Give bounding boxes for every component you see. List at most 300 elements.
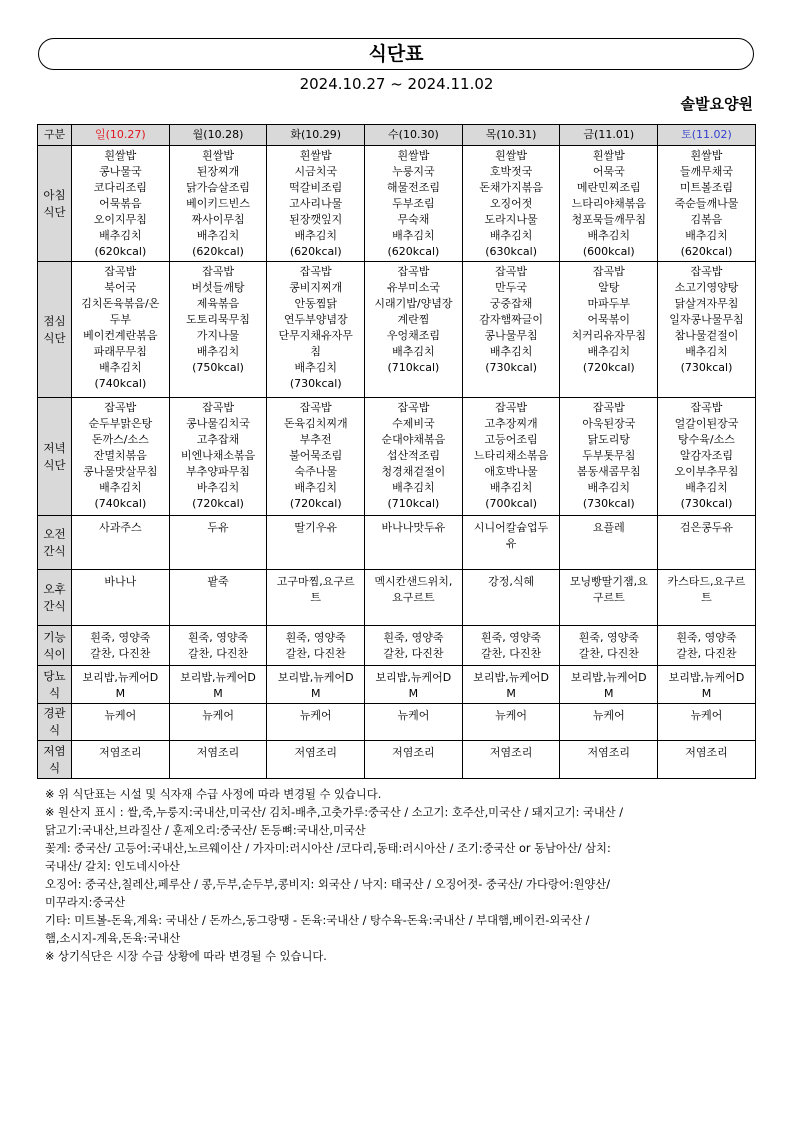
menu-cell bbox=[560, 516, 658, 570]
menu-item: 참나물겉절이 bbox=[674, 329, 739, 342]
menu-item: 흰쌀밥 bbox=[495, 149, 528, 162]
menu-item: 뉴케어 bbox=[495, 709, 528, 722]
menu-cell bbox=[560, 741, 658, 779]
menu-item: 닭살겨자무침 bbox=[674, 297, 739, 310]
menu-item: 갈찬, 다진찬 bbox=[578, 647, 639, 660]
menu-item: 잔멸치볶음 bbox=[93, 449, 147, 462]
menu-item: 만두국 bbox=[495, 281, 528, 294]
row-functional-diet bbox=[38, 626, 756, 666]
menu-item: 뉴케어 bbox=[592, 709, 625, 722]
menu-item: 잡곡밥 bbox=[104, 401, 137, 414]
menu-cell bbox=[169, 570, 267, 626]
note-line: 햄,소시지-계육,돈육:국내산 bbox=[45, 932, 181, 945]
menu-item: 흰쌀밥 bbox=[690, 149, 723, 162]
menu-item: 흰죽, 영양죽 bbox=[187, 631, 249, 644]
menu-item: 저염조리 bbox=[392, 746, 435, 759]
menu-item: 고등어조림 bbox=[484, 433, 538, 446]
menu-item: 요구르트 bbox=[392, 591, 435, 604]
menu-item: 탕수육/소스 bbox=[678, 433, 735, 446]
menu-item: 닭도리탕 bbox=[587, 433, 631, 446]
menu-item: 일자콩나물무침 bbox=[669, 313, 744, 326]
menu-item: 연두부양념장 bbox=[283, 313, 348, 326]
menu-cell bbox=[267, 666, 365, 704]
meal-plan-table bbox=[37, 124, 756, 779]
row-label-afternoon-snack bbox=[38, 570, 72, 626]
menu-cell bbox=[365, 741, 463, 779]
menu-item: 저염조리 bbox=[99, 746, 142, 759]
menu-item: 고구마찜,요구르 bbox=[276, 575, 355, 588]
menu-item: (720kcal) bbox=[192, 497, 244, 510]
menu-item: 보리밥,뉴케어D bbox=[375, 671, 452, 684]
menu-cell bbox=[72, 398, 170, 516]
menu-item: 배추김치 bbox=[587, 345, 631, 358]
notes-section bbox=[45, 786, 765, 966]
menu-item: 갈찬, 다진찬 bbox=[481, 647, 542, 660]
row-label-text: 식단 bbox=[43, 330, 66, 345]
menu-item: 궁중잡채 bbox=[489, 297, 533, 310]
menu-item: 호박젓국 bbox=[489, 165, 533, 178]
row-morning-snack bbox=[38, 516, 756, 570]
row-dinner bbox=[38, 398, 756, 516]
menu-item: 배추김치 bbox=[196, 229, 240, 242]
menu-item: 순두부맑은탕 bbox=[88, 417, 153, 430]
menu-cell bbox=[462, 666, 560, 704]
menu-item: 흰쌀밥 bbox=[397, 149, 430, 162]
menu-cell bbox=[462, 398, 560, 516]
row-label-text: 간식 bbox=[43, 543, 66, 558]
menu-cell bbox=[658, 398, 756, 516]
menu-item: 고추잡채 bbox=[196, 433, 240, 446]
menu-cell bbox=[169, 146, 267, 262]
menu-item: 멕시칸샌드위치, bbox=[374, 575, 453, 588]
menu-item: 오이부추무침 bbox=[674, 465, 739, 478]
menu-item: (620kcal) bbox=[289, 245, 342, 258]
menu-item: (720kcal) bbox=[582, 361, 635, 374]
row-tube-feeding bbox=[38, 704, 756, 741]
menu-item: 바추김치 bbox=[196, 481, 240, 494]
menu-item: 흰죽, 영양죽 bbox=[90, 631, 151, 644]
menu-item: 계란찜 bbox=[397, 313, 430, 326]
menu-cell bbox=[658, 626, 756, 666]
menu-cell bbox=[72, 262, 170, 398]
menu-item: 잡곡밥 bbox=[202, 401, 234, 414]
menu-item: 순대야채볶음 bbox=[381, 433, 446, 446]
menu-cell bbox=[462, 146, 560, 262]
note-line: 닭고기:국내산,브라질산 / 훈제오리:중국산/ 돈등뼈:국내산,미국산 bbox=[45, 824, 366, 837]
menu-item: M bbox=[604, 687, 614, 700]
menu-item: 흰죽, 영양죽 bbox=[285, 631, 346, 644]
menu-item: 검은콩두유 bbox=[679, 521, 734, 534]
menu-item: (620kcal) bbox=[680, 245, 733, 258]
row-label-text: 당뇨 bbox=[43, 668, 66, 683]
menu-item: 잡곡밥 bbox=[690, 401, 723, 414]
menu-item: 된장찌개 bbox=[196, 165, 240, 178]
menu-cell bbox=[560, 570, 658, 626]
menu-cell bbox=[72, 516, 170, 570]
menu-item: 트 bbox=[310, 591, 322, 604]
menu-item: 짜사이무침 bbox=[191, 213, 245, 226]
row-label-low-sodium bbox=[38, 741, 72, 779]
menu-cell bbox=[72, 570, 170, 626]
menu-item: 떡갈비조림 bbox=[289, 181, 343, 194]
row-diabetic-diet bbox=[38, 666, 756, 704]
menu-item: 뉴케어 bbox=[299, 709, 332, 722]
menu-cell bbox=[365, 626, 463, 666]
menu-item: 잡곡밥 bbox=[104, 265, 137, 278]
menu-item: 김치돈육볶음/온 bbox=[81, 297, 160, 310]
menu-cell bbox=[267, 741, 365, 779]
menu-item: 어묵국 bbox=[592, 165, 625, 178]
menu-item: 팥죽 bbox=[207, 575, 229, 588]
menu-cell bbox=[267, 398, 365, 516]
menu-item: 감자햄짜글이 bbox=[479, 313, 543, 326]
row-label-text: 기능 bbox=[43, 629, 66, 644]
menu-cell bbox=[169, 704, 267, 741]
menu-item: 돈채가지볶음 bbox=[479, 181, 543, 194]
menu-item: 북어국 bbox=[104, 281, 137, 294]
menu-item: 보리밥,뉴케어D bbox=[570, 671, 647, 684]
menu-item: 뉴케어 bbox=[202, 709, 234, 722]
menu-item: 고추장찌개 bbox=[484, 417, 538, 430]
menu-item: 콩나물맛살무침 bbox=[83, 465, 158, 478]
row-label-tube-feeding bbox=[38, 704, 72, 741]
menu-cell bbox=[462, 704, 560, 741]
menu-item: 치커리유자무침 bbox=[571, 329, 646, 342]
menu-cell bbox=[169, 516, 267, 570]
menu-item: 잡곡밥 bbox=[397, 401, 430, 414]
menu-cell bbox=[72, 666, 170, 704]
facility-name: 솔발요양원 bbox=[680, 95, 753, 113]
menu-cell bbox=[72, 626, 170, 666]
menu-item: 아욱된장국 bbox=[582, 417, 636, 430]
menu-item: 바나나 bbox=[104, 575, 137, 588]
menu-item: 갈찬, 다진찬 bbox=[90, 647, 151, 660]
note-line: ※ 원산지 표시 : 쌀,죽,누룽지:국내산,미국산/ 김치-배추,고춧가루:중국산 / 소고기: 호주산,미국산 / 돼지고기: 국내산 / bbox=[45, 806, 624, 819]
menu-item: 닭가슴살조림 bbox=[186, 181, 250, 194]
menu-item: (730kcal) bbox=[582, 497, 635, 510]
menu-item: 보리밥,뉴케어D bbox=[473, 671, 549, 684]
menu-item: 시니어칼슘업두 bbox=[473, 521, 549, 534]
menu-item: 베이키드빈스 bbox=[186, 197, 250, 210]
menu-cell bbox=[365, 570, 463, 626]
menu-item: 바나나맛두유 bbox=[381, 521, 446, 534]
menu-item: 흰죽, 영양죽 bbox=[676, 631, 737, 644]
menu-item: 두유 bbox=[207, 521, 229, 534]
row-label-lunch bbox=[38, 262, 72, 398]
menu-cell bbox=[169, 398, 267, 516]
day-header-sat: 토(11.02) bbox=[658, 125, 756, 146]
menu-item: 침 bbox=[310, 345, 322, 358]
menu-cell bbox=[365, 666, 463, 704]
menu-item: 애호박나물 bbox=[484, 465, 538, 478]
menu-item: 시래기밥/양념장 bbox=[374, 297, 453, 310]
row-lunch bbox=[38, 262, 756, 398]
menu-item: 도토리묵무침 bbox=[186, 313, 250, 326]
menu-item: 저염조리 bbox=[294, 746, 337, 759]
row-label-text: 저염 bbox=[43, 743, 66, 758]
menu-item: 저염조리 bbox=[685, 746, 728, 759]
menu-item: 흰쌀밥 bbox=[202, 149, 234, 162]
menu-item: 버섯들깨탕 bbox=[191, 281, 245, 294]
menu-item: (700kcal) bbox=[485, 497, 537, 510]
menu-item: 강정,식혜 bbox=[488, 575, 535, 588]
menu-item: 배추김치 bbox=[99, 229, 142, 242]
menu-item: 보리밥,뉴케어D bbox=[277, 671, 354, 684]
menu-item: 두부 bbox=[109, 313, 131, 326]
menu-item: 배추김치 bbox=[587, 229, 631, 242]
menu-item: M bbox=[506, 687, 516, 700]
menu-item: 배추김치 bbox=[685, 345, 728, 358]
menu-item: (730kcal) bbox=[289, 377, 342, 390]
menu-item: 잡곡밥 bbox=[202, 265, 234, 278]
note-line: 기타: 미트볼-돈육,계육: 국내산 / 돈까스,동그랑땡 - 돈육:국내산 / 탕수육-돈육:국내산 / 부대햄,베이컨-외국산 / bbox=[45, 914, 590, 927]
menu-item: 뉴케어 bbox=[397, 709, 430, 722]
menu-cell bbox=[658, 666, 756, 704]
menu-item: 흰죽, 영양죽 bbox=[578, 631, 639, 644]
menu-item: (620kcal) bbox=[387, 245, 440, 258]
note-line: 꽃게: 중국산/ 고등어:국내산,노르웨이산 / 가자미:러시아산 /코다리,동태:러시아산 / 조기:중국산 or 동남아산/ 삼치: bbox=[45, 842, 611, 855]
menu-item: 숙주나물 bbox=[294, 465, 337, 478]
menu-item: 흰죽, 영양죽 bbox=[481, 631, 542, 644]
note-line: 오징어: 중국산,칠레산,페루산 / 콩,두부,순두부,콩비지: 외국산 / 낙지: 태국산 / 오징어젓- 중국산/ 가다랑어:원양산/ bbox=[45, 878, 611, 891]
menu-item: (730kcal) bbox=[680, 361, 733, 374]
menu-item: 배추김치 bbox=[489, 481, 533, 494]
menu-item: 배추김치 bbox=[294, 229, 337, 242]
menu-item: 들깨무채국 bbox=[679, 165, 734, 178]
menu-item: 제육볶음 bbox=[196, 297, 240, 310]
menu-item: (620kcal) bbox=[192, 245, 244, 258]
menu-item: M bbox=[115, 687, 126, 700]
day-header-thu: 목(10.31) bbox=[462, 125, 560, 146]
menu-item: 잡곡밥 bbox=[397, 265, 430, 278]
menu-cell bbox=[267, 570, 365, 626]
menu-item: 모닝빵딸기잼,요 bbox=[569, 575, 648, 588]
menu-item: 저염조리 bbox=[489, 746, 533, 759]
menu-item: 배추김치 bbox=[392, 345, 435, 358]
menu-item: 콩나물국 bbox=[99, 165, 142, 178]
menu-cell bbox=[169, 262, 267, 398]
menu-item: 유부미소국 bbox=[386, 281, 440, 294]
menu-item: M bbox=[213, 687, 223, 700]
menu-cell bbox=[658, 262, 756, 398]
menu-cell bbox=[462, 570, 560, 626]
menu-item: 얼갈이된장국 bbox=[674, 417, 739, 430]
day-header-mon: 월(10.28) bbox=[169, 125, 267, 146]
row-label-text: 식단 bbox=[43, 457, 66, 472]
menu-item: 배추김치 bbox=[294, 361, 337, 374]
row-label-text: 아침 bbox=[43, 187, 66, 202]
menu-item: 봄동새콤무침 bbox=[576, 465, 641, 478]
menu-item: M bbox=[310, 687, 321, 700]
menu-item: 흰죽, 영양죽 bbox=[383, 631, 444, 644]
menu-item: 안동찜닭 bbox=[294, 297, 337, 310]
menu-item: 어묵볶음 bbox=[99, 197, 142, 210]
menu-cell bbox=[560, 626, 658, 666]
menu-item: 고사리나물 bbox=[289, 197, 343, 210]
menu-cell bbox=[267, 146, 365, 262]
menu-cell bbox=[658, 146, 756, 262]
note-line: 국내산/ 갈치: 인도네시아산 bbox=[45, 860, 180, 873]
menu-item: (740kcal) bbox=[94, 497, 147, 510]
menu-cell bbox=[560, 666, 658, 704]
menu-cell bbox=[169, 666, 267, 704]
menu-item: 부추양파무침 bbox=[186, 465, 250, 478]
menu-item: 흰쌀밥 bbox=[299, 149, 332, 162]
menu-cell bbox=[72, 704, 170, 741]
menu-cell bbox=[169, 741, 267, 779]
row-label-text: 오후 bbox=[43, 581, 66, 596]
menu-item: 배추김치 bbox=[392, 481, 435, 494]
menu-item: 흰쌀밥 bbox=[104, 149, 137, 162]
menu-item: (710kcal) bbox=[387, 361, 440, 374]
menu-cell bbox=[658, 704, 756, 741]
menu-item: 구르트 bbox=[592, 591, 625, 604]
menu-cell bbox=[72, 741, 170, 779]
menu-item: 미트볼조림 bbox=[679, 181, 734, 194]
menu-item: 불어묵조림 bbox=[289, 449, 343, 462]
row-label-text: 오전 bbox=[43, 526, 66, 541]
page-title: 식단표 bbox=[38, 38, 754, 70]
menu-item: 느타리채소볶음 bbox=[473, 449, 549, 462]
menu-item: 배추김치 bbox=[99, 481, 142, 494]
menu-item: (620kcal) bbox=[94, 245, 147, 258]
menu-item: (600kcal) bbox=[582, 245, 635, 258]
menu-cell bbox=[267, 704, 365, 741]
menu-item: 보리밥,뉴케어D bbox=[82, 671, 159, 684]
menu-item: 잡곡밥 bbox=[299, 265, 332, 278]
menu-item: 느타리야채볶음 bbox=[571, 197, 646, 210]
menu-cell bbox=[365, 398, 463, 516]
row-label-breakfast bbox=[38, 146, 72, 262]
menu-item: 잡곡밥 bbox=[299, 401, 332, 414]
menu-item: 갈찬, 다진찬 bbox=[383, 647, 444, 660]
menu-cell bbox=[560, 704, 658, 741]
menu-cell bbox=[560, 262, 658, 398]
menu-item: (730kcal) bbox=[680, 497, 733, 510]
menu-item: 잡곡밥 bbox=[690, 265, 723, 278]
menu-item: 흰쌀밥 bbox=[592, 149, 625, 162]
menu-item: 잡곡밥 bbox=[592, 265, 625, 278]
menu-item: 잡곡밥 bbox=[592, 401, 625, 414]
menu-cell bbox=[365, 146, 463, 262]
row-label-text: 식이 bbox=[43, 646, 66, 661]
menu-item: 뉴케어 bbox=[690, 709, 723, 722]
menu-item: 배추김치 bbox=[685, 481, 728, 494]
menu-cell bbox=[267, 516, 365, 570]
menu-item: 요플레 bbox=[592, 521, 625, 534]
menu-item: 배추김치 bbox=[392, 229, 435, 242]
row-label-text: 식단 bbox=[43, 204, 66, 219]
menu-item: 베이컨계란볶음 bbox=[83, 329, 158, 342]
menu-cell bbox=[462, 516, 560, 570]
menu-item: 콩나물무침 bbox=[484, 329, 538, 342]
row-label-text: 점심 bbox=[43, 313, 66, 328]
menu-cell bbox=[267, 262, 365, 398]
menu-item: 시금치국 bbox=[294, 165, 337, 178]
menu-item: 배추김치 bbox=[196, 345, 240, 358]
menu-item: 코다리조림 bbox=[93, 181, 147, 194]
menu-item: 비엔나채소볶음 bbox=[180, 449, 256, 462]
menu-item: M bbox=[408, 687, 419, 700]
menu-item: 배추김치 bbox=[685, 229, 728, 242]
menu-item: 알탕 bbox=[598, 281, 620, 294]
menu-item: 갈찬, 다진찬 bbox=[187, 647, 249, 660]
menu-cell bbox=[462, 626, 560, 666]
menu-item: 무숙채 bbox=[397, 213, 430, 226]
header-label: 구분 bbox=[38, 125, 72, 146]
menu-cell bbox=[658, 741, 756, 779]
menu-item: 카스타드,요구르 bbox=[667, 575, 746, 588]
row-label-text: 식 bbox=[48, 760, 61, 775]
menu-item: (740kcal) bbox=[94, 377, 147, 390]
day-header-tue: 화(10.29) bbox=[267, 125, 365, 146]
menu-item: 된장깻잎지 bbox=[289, 213, 343, 226]
menu-item: 두부톳무침 bbox=[582, 449, 636, 462]
row-label-diabetic-diet bbox=[38, 666, 72, 704]
menu-item: (750kcal) bbox=[192, 361, 244, 374]
menu-item: (720kcal) bbox=[289, 497, 342, 510]
menu-item: 파래무무침 bbox=[93, 345, 147, 358]
menu-item: 배추김치 bbox=[294, 481, 337, 494]
row-afternoon-snack bbox=[38, 570, 756, 626]
menu-cell bbox=[267, 626, 365, 666]
note-line: ※ 상기식단은 시장 수급 상황에 따라 변경될 수 있습니다. bbox=[45, 950, 327, 963]
menu-item: 보리밥,뉴케어D bbox=[180, 671, 256, 684]
menu-item: 사과주스 bbox=[99, 521, 142, 534]
menu-item: 섭산적조림 bbox=[386, 449, 440, 462]
menu-item: 딸기우유 bbox=[294, 521, 337, 534]
menu-item: 단무지채유자무 bbox=[278, 329, 353, 342]
menu-cell bbox=[658, 516, 756, 570]
menu-item: 알감자조림 bbox=[679, 449, 734, 462]
menu-item: (710kcal) bbox=[387, 497, 440, 510]
row-breakfast bbox=[38, 146, 756, 262]
menu-item: 도라지나물 bbox=[484, 213, 538, 226]
menu-period: 2024.10.27 ~ 2024.11.02 bbox=[299, 75, 494, 93]
menu-item: 두부조림 bbox=[392, 197, 435, 210]
row-label-functional-diet bbox=[38, 626, 72, 666]
menu-cell bbox=[169, 626, 267, 666]
menu-item: 해물전조림 bbox=[386, 181, 440, 194]
menu-item: 부추전 bbox=[299, 433, 332, 446]
menu-item: 뉴케어 bbox=[104, 709, 137, 722]
menu-item: 마파두부 bbox=[587, 297, 631, 310]
day-header-sun: 일(10.27) bbox=[72, 125, 170, 146]
menu-item: 잡곡밥 bbox=[495, 401, 528, 414]
menu-item: 오이지무침 bbox=[93, 213, 147, 226]
menu-item: 저염조리 bbox=[196, 746, 240, 759]
row-label-text: 식 bbox=[48, 723, 61, 737]
menu-item: 김볶음 bbox=[690, 213, 723, 226]
menu-item: 수제비국 bbox=[392, 417, 435, 430]
menu-item: 배추김치 bbox=[489, 345, 533, 358]
note-line: ※ 위 식단표는 시설 및 식자재 수급 사정에 따라 변경될 수 있습니다. bbox=[45, 788, 382, 801]
menu-item: 보리밥,뉴케어D bbox=[668, 671, 745, 684]
menu-item: 누룽지국 bbox=[392, 165, 435, 178]
row-label-text: 식 bbox=[48, 685, 61, 700]
menu-item: 청포묵들깨무침 bbox=[571, 213, 646, 226]
menu-cell bbox=[72, 146, 170, 262]
menu-item: 배추김치 bbox=[489, 229, 533, 242]
table-header-row bbox=[38, 125, 756, 146]
menu-item: (730kcal) bbox=[485, 361, 537, 374]
menu-cell bbox=[365, 516, 463, 570]
menu-item: 돈까스/소스 bbox=[91, 433, 149, 446]
day-header-fri: 금(11.01) bbox=[560, 125, 658, 146]
note-line: 미꾸라지:중국산 bbox=[45, 896, 126, 909]
menu-item: 저염조리 bbox=[587, 746, 631, 759]
day-header-wed: 수(10.30) bbox=[365, 125, 463, 146]
